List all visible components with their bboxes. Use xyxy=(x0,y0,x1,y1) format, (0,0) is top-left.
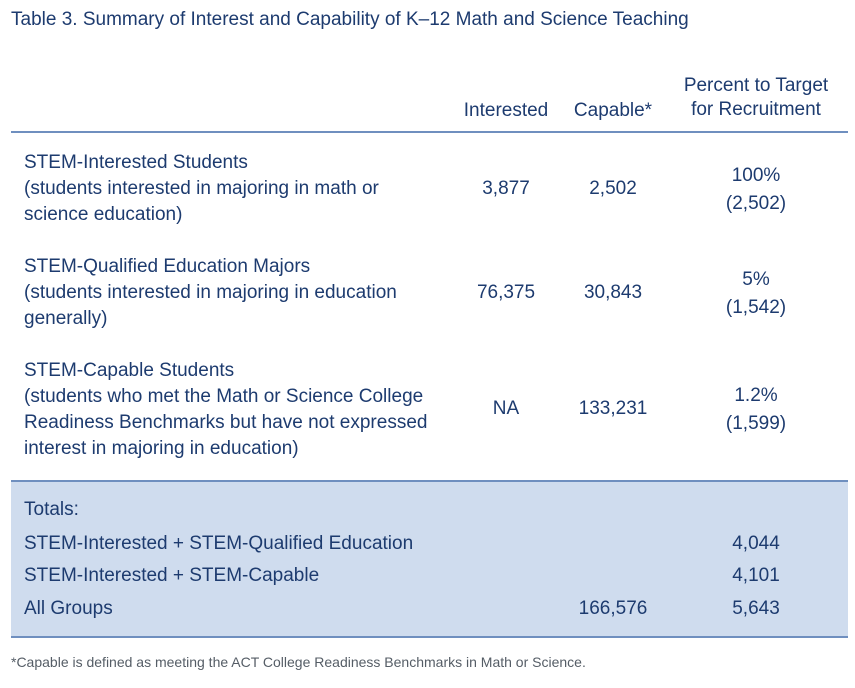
cell-interested: 3,877 xyxy=(482,178,530,199)
cell-interested: NA xyxy=(492,398,520,419)
footnote: *Capable is defined as meeting the ACT College Readiness Benchmarks in Math or Science. xyxy=(11,654,586,670)
cell-percent xyxy=(671,382,841,438)
totals-line-label: STEM-Interested + STEM-Capable xyxy=(24,565,320,586)
column-header-percent-line1: Percent to Target xyxy=(683,75,829,96)
row-title: STEM-Qualified Education Majors xyxy=(24,256,311,277)
row-description: (students interested in majoring in math or science education) xyxy=(24,178,379,225)
row-label xyxy=(24,150,419,228)
table-row xyxy=(11,254,848,344)
cell-percent xyxy=(671,266,841,322)
column-header-percent xyxy=(671,74,841,122)
totals-line-label: STEM-Interested + STEM-Qualified Education xyxy=(24,533,414,554)
column-header-interested: Interested xyxy=(463,100,549,121)
cell-capable: 30,843 xyxy=(583,282,643,303)
row-description: (students who met the Math or Science College Readiness Benchmarks but have not expressed interest in majoring in education) xyxy=(24,386,428,459)
column-header-capable: Capable* xyxy=(573,100,653,121)
table-header xyxy=(11,70,848,130)
cell-interested: 76,375 xyxy=(476,282,536,303)
cell-capable: 133,231 xyxy=(578,398,648,419)
totals-line-label: All Groups xyxy=(24,598,113,619)
totals-line-capable: 166,576 xyxy=(578,598,648,619)
table-row xyxy=(11,150,848,240)
cell-capable: 2,502 xyxy=(589,178,637,199)
row-title: STEM-Capable Students xyxy=(24,360,235,381)
totals-section xyxy=(11,480,848,638)
header-divider xyxy=(11,131,848,133)
column-header-percent-line2: for Recruitment xyxy=(691,99,821,120)
cell-percent-value: 5% xyxy=(742,269,770,290)
row-label xyxy=(24,254,424,332)
row-description: (students interested in majoring in education generally) xyxy=(24,282,397,329)
totals-heading: Totals: xyxy=(24,499,79,520)
cell-percent-count: (1,599) xyxy=(725,413,787,434)
table-title: Table 3. Summary of Interest and Capability of K–12 Math and Science Teaching xyxy=(11,9,689,30)
cell-percent xyxy=(671,162,841,218)
cell-percent-count: (2,502) xyxy=(725,193,787,214)
totals-line-target: 4,101 xyxy=(732,565,780,586)
cell-percent-value: 1.2% xyxy=(734,385,778,406)
totals-line-target: 5,643 xyxy=(732,598,780,619)
row-label xyxy=(24,358,449,462)
cell-percent-count: (1,542) xyxy=(725,297,787,318)
table-row xyxy=(11,358,848,468)
row-title: STEM-Interested Students xyxy=(24,152,248,173)
totals-line-target: 4,044 xyxy=(732,533,780,554)
cell-percent-value: 100% xyxy=(731,165,781,186)
